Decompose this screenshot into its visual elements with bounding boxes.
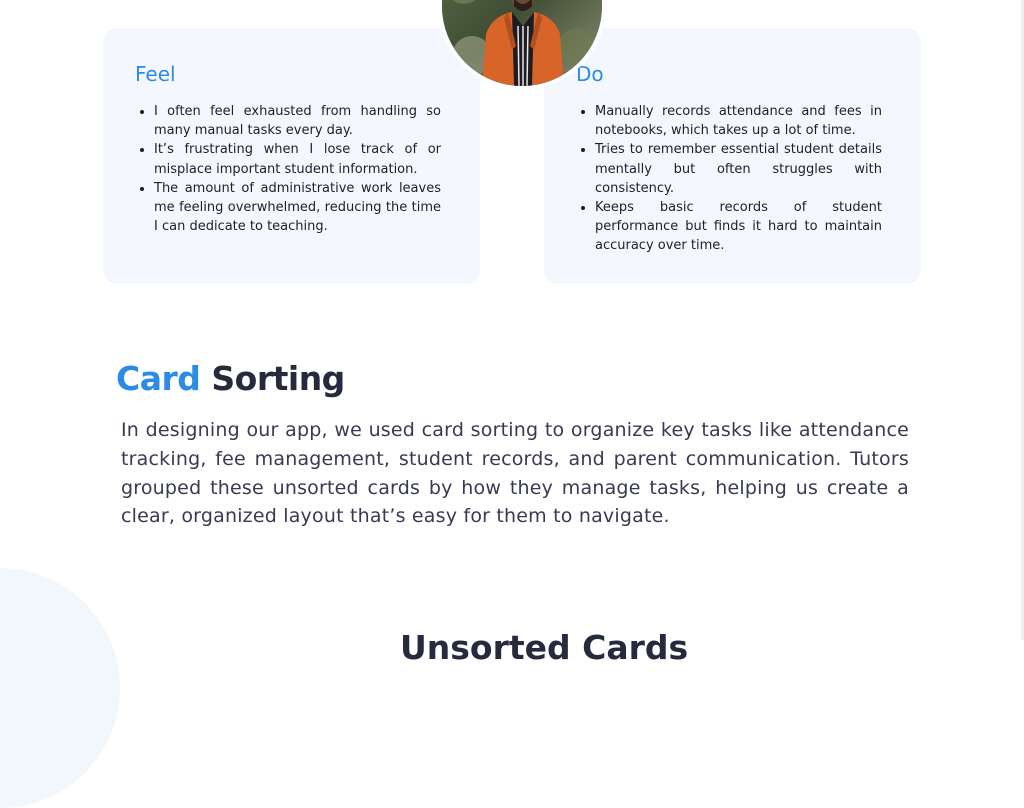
feel-item: • The amount of administrative work leaves me feeling overwhelmed, reducing the time I can dedicate to teaching. <box>154 179 441 237</box>
card-sorting-title-rest: Sorting <box>211 359 345 398</box>
do-item: • Manually records attendance and fees in notebooks, which takes up a lot of time. <box>595 102 882 140</box>
do-item: • Keeps basic records of student performance but finds it hard to maintain accuracy over time. <box>595 198 882 256</box>
feel-card-title: Feel <box>135 62 176 86</box>
feel-card <box>103 28 480 284</box>
decorative-background-circle <box>0 568 120 808</box>
do-item: • Tries to remember essential student details mentally but often struggles with consistency. <box>595 140 882 198</box>
do-card-list <box>576 102 882 256</box>
do-card <box>544 28 921 284</box>
feel-card-list <box>135 102 441 236</box>
do-card-title: Do <box>576 62 604 86</box>
feel-item: • I often feel exhausted from handling so many manual tasks every day. <box>154 102 441 140</box>
feel-item: • It’s frustrating when I lose track of or misplace important student information. <box>154 140 441 178</box>
card-sorting-description: In designing our app, we used card sorting to organize key tasks like attendance tracking, fee management, student records, and parent communication. Tutors grouped these unsorted cards by how they manage tasks, helping us create a clear, organized layout that’s easy for them to navigate. <box>121 419 909 528</box>
card-sorting-title <box>116 357 345 401</box>
card-sorting-title-accent: Card <box>116 359 201 398</box>
unsorted-cards-title: Unsorted Cards <box>400 628 689 667</box>
